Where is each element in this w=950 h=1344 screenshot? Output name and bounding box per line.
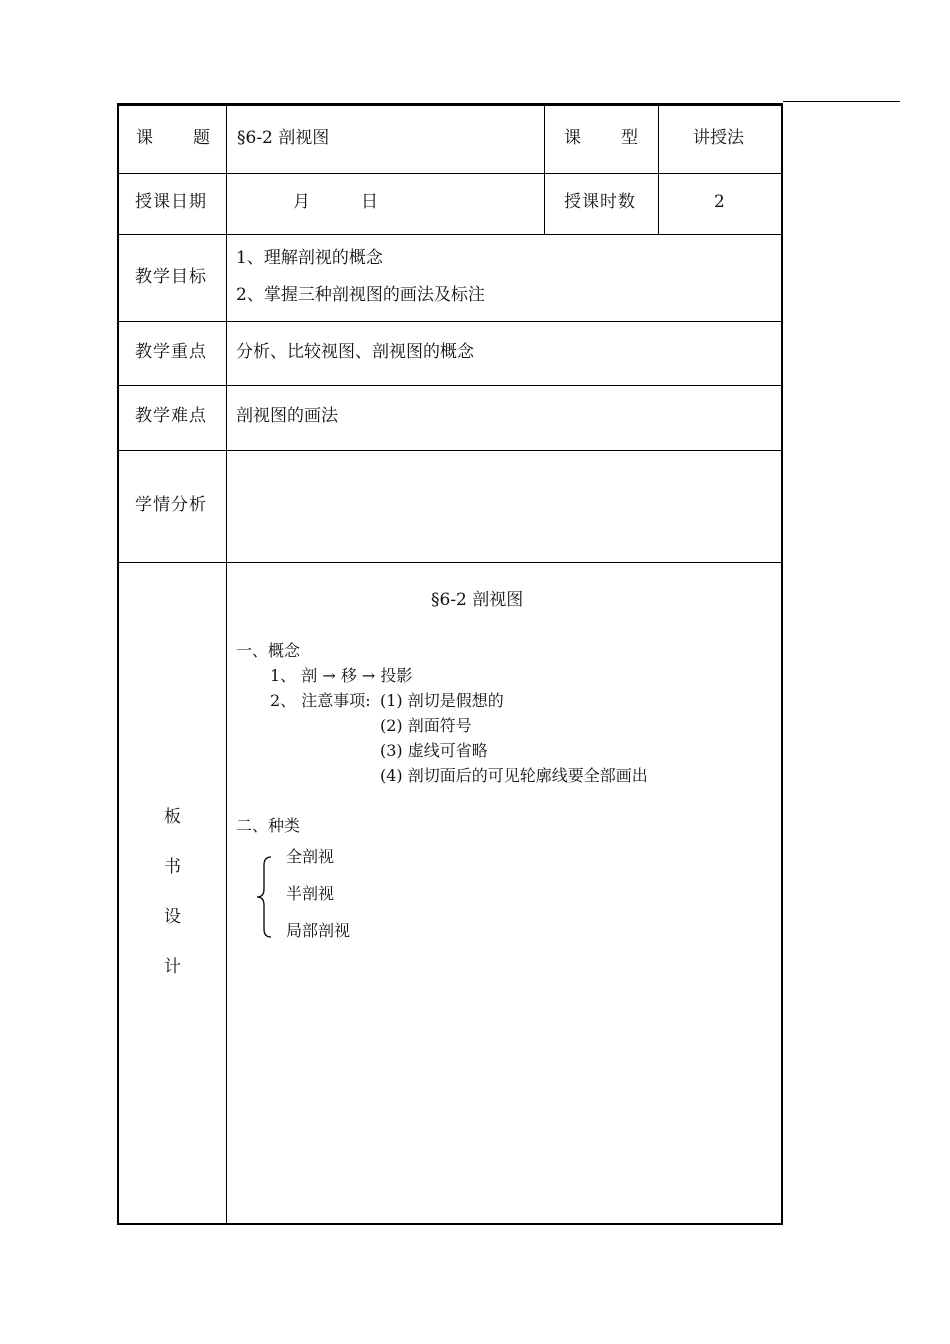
- hours-value: 2: [714, 192, 725, 212]
- type-label-char: 型: [621, 128, 638, 148]
- row-divider: [119, 450, 781, 451]
- board-title: §6-2 剖视图: [431, 590, 524, 610]
- topic-label-char: 课: [136, 128, 153, 148]
- concept-item: 2、 注意事项:: [270, 691, 371, 710]
- objective-item: 1、理解剖视的概念: [236, 248, 383, 268]
- kind-item: 半剖视: [286, 884, 335, 903]
- row-divider: [119, 173, 781, 174]
- header-rule: [783, 101, 900, 102]
- type-value: 讲授法: [693, 128, 744, 148]
- date-month: 月: [293, 192, 310, 212]
- board-label-char: 书: [164, 857, 181, 877]
- board-label-char: 板: [164, 807, 181, 827]
- lesson-plan-table: [117, 103, 783, 1225]
- key-points-value: 分析、比较视图、剖视图的概念: [236, 342, 474, 362]
- column-divider: [226, 106, 227, 1223]
- concept-item: 1、 剖 → 移 → 投影: [270, 666, 413, 685]
- type-label-char: 课: [564, 128, 581, 148]
- board-label-char: 计: [164, 957, 181, 977]
- kind-item: 全剖视: [286, 847, 335, 866]
- difficulties-value: 剖视图的画法: [236, 406, 338, 426]
- column-divider: [544, 106, 545, 234]
- note-item: (3) 虚线可省略: [380, 741, 488, 760]
- date-day: 日: [361, 192, 378, 212]
- row-divider: [119, 562, 781, 563]
- note-item: (2) 剖面符号: [380, 716, 472, 735]
- key-points-label: 教学重点: [135, 342, 207, 362]
- hours-label: 授课时数: [564, 192, 636, 212]
- row-divider: [119, 321, 781, 322]
- section-heading: 二、种类: [236, 816, 301, 835]
- row-divider: [119, 234, 781, 235]
- topic-value: §6-2 剖视图: [237, 128, 330, 148]
- learner-analysis-label: 学情分析: [135, 495, 207, 515]
- row-divider: [119, 385, 781, 386]
- date-label: 授课日期: [135, 192, 207, 212]
- kind-item: 局部剖视: [286, 921, 351, 940]
- section-heading: 一、概念: [236, 641, 301, 660]
- column-divider: [658, 106, 659, 234]
- curly-brace-icon: [255, 856, 275, 938]
- difficulties-label: 教学难点: [135, 406, 207, 426]
- note-item: (4) 剖切面后的可见轮廓线要全部画出: [380, 766, 648, 785]
- topic-label-char: 题: [193, 128, 210, 148]
- note-item: (1) 剖切是假想的: [380, 691, 504, 710]
- board-label-char: 设: [164, 907, 181, 927]
- objective-item: 2、掌握三种剖视图的画法及标注: [236, 285, 485, 305]
- objectives-label: 教学目标: [135, 267, 207, 287]
